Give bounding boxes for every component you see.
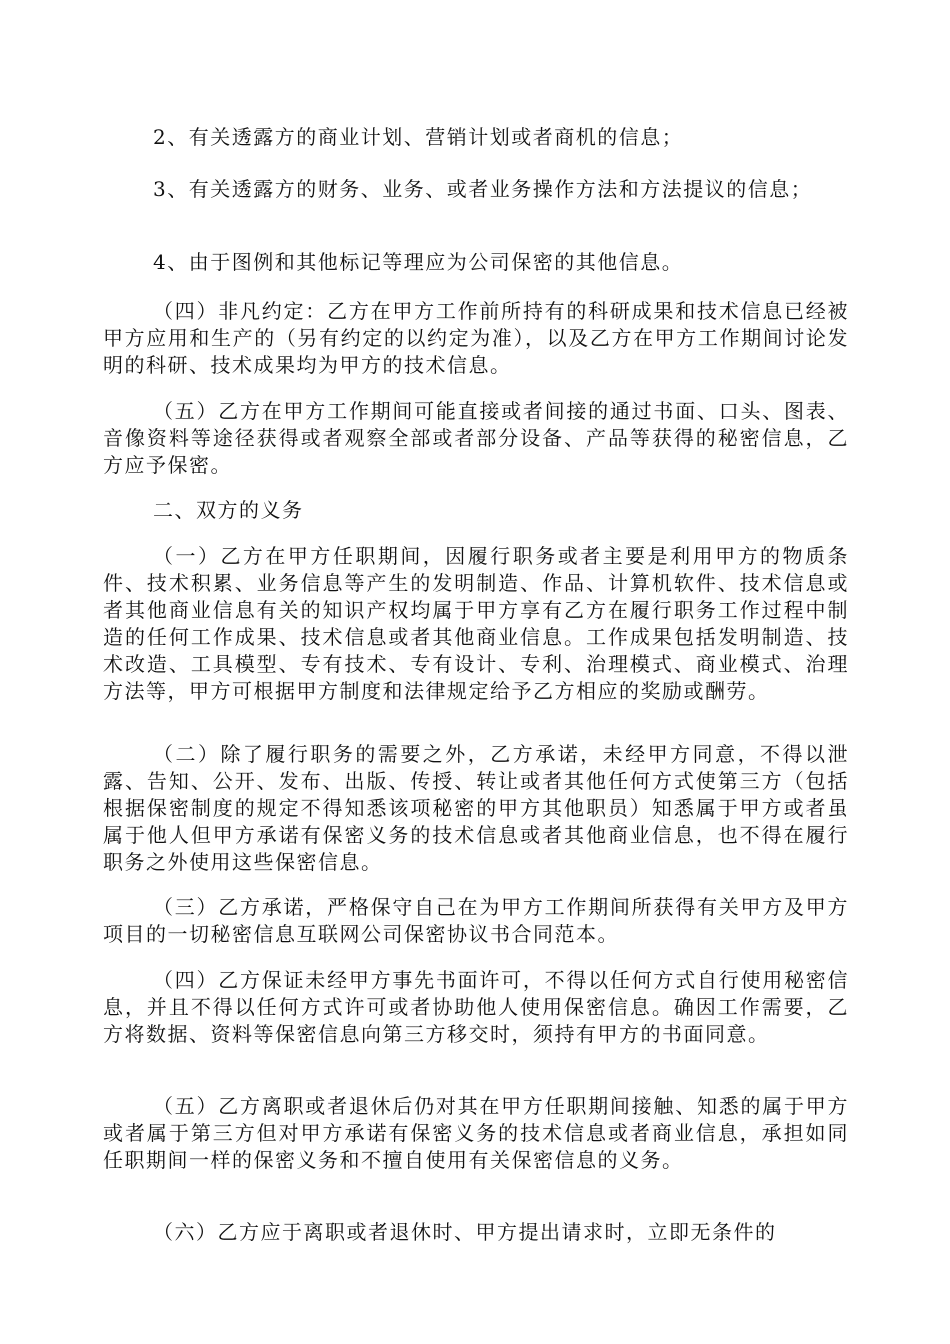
- paragraph-obligation-1: （一）乙方在甲方任职期间，因履行职务或者主要是利用甲方的物质条件、技术积累、业务信息等产生的发明制造、作品、计算机软件、技术信息或者其他商业信息有关的知识产权均属于甲方享有乙方在履行职务工作过程中制造的任何工作成果、技术信息或者其他商业信息。工作成果包括发明制造、技术改造、工具模型、专有技术、专有设计、专利、治理模式、商业模式、治理方法等，甲方可根据甲方制度和法律规定给予乙方相应的奖励或酬劳。: [103, 544, 849, 703]
- paragraph-item-2: 2、有关透露方的商业计划、营销计划或者商机的信息；: [153, 125, 684, 149]
- paragraph-obligation-3: （三）乙方承诺，严格保守自己在为甲方工作期间所获得有关甲方及甲方项目的一切秘密信息互联网公司保密协议书合同范本。: [103, 895, 849, 946]
- paragraph-obligation-5: （五）乙方离职或者退休后仍对其在甲方任职期间接触、知悉的属于甲方或者属于第三方但对甲方承诺有保密义务的技术信息或者商业信息，承担如同任职期间一样的保密义务和不擅自使用有关保密信息的义务。: [103, 1094, 849, 1172]
- paragraph-obligation-2: （二）除了履行职务的需要之外，乙方承诺，未经甲方同意，不得以泄露、告知、公开、发布、出版、传授、转让或者其他任何方式使第三方（包括根据保密制度的规定不得知悉该项秘密的甲方其他职员）知悉属于甲方或者虽属于他人但甲方承诺有保密义务的技术信息或者其他商业信息，也不得在履行职务之外使用这些保密信息。: [103, 742, 849, 874]
- paragraph-obligation-4: （四）乙方保证未经甲方事先书面许可，不得以任何方式自行使用秘密信息，并且不得以任何方式许可或者协助他人使用保密信息。确因工作需要，乙方将数据、资料等保密信息向第三方移交时，须持有甲方的书面同意。: [103, 968, 849, 1046]
- paragraph-item-4: 4、由于图例和其他标记等理应为公司保密的其他信息。: [153, 250, 684, 274]
- paragraph-special-agreement: （四）非凡约定：乙方在甲方工作前所持有的科研成果和技术信息已经被甲方应用和生产的（另有约定的以约定为准），以及乙方在甲方工作期间讨论发明的科研、技术成果均为甲方的技术信息。: [103, 299, 849, 377]
- section-heading-obligations: 二、双方的义务: [153, 498, 304, 522]
- paragraph-item-3: 3、有关透露方的财务、业务、或者业务操作方法和方法提议的信息；: [153, 177, 813, 201]
- paragraph-confidential-info: （五）乙方在甲方工作期间可能直接或者间接的通过书面、口头、图表、音像资料等途径获得或者观察全部或者部分设备、产品等获得的秘密信息，乙方应予保密。: [103, 399, 849, 477]
- paragraph-obligation-6: （六）乙方应于离职或者退休时、甲方提出请求时，立即无条件的: [153, 1220, 777, 1244]
